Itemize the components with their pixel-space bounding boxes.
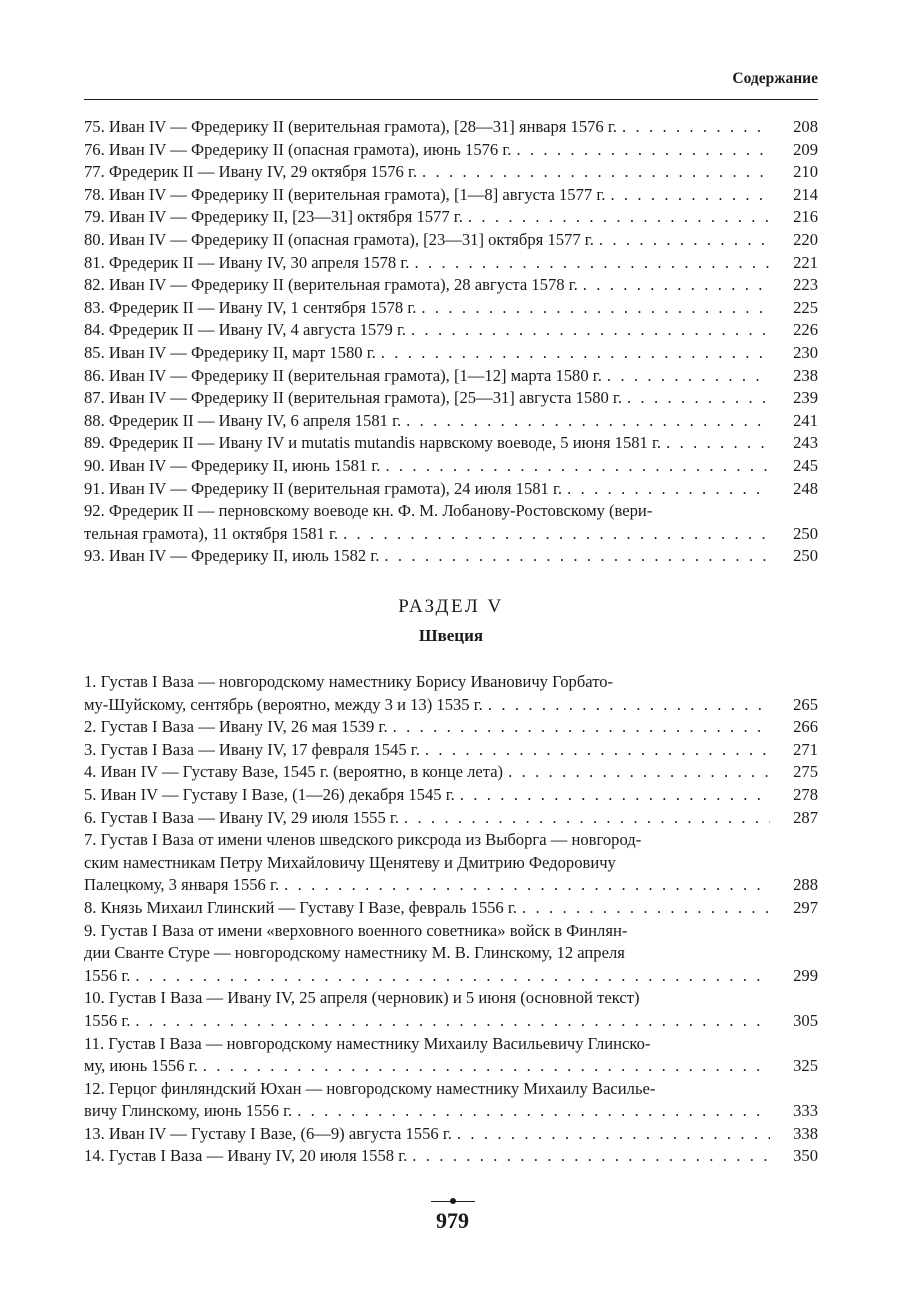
toc-entry-line: [84, 874, 770, 897]
toc-entry-text: тельная грамота), 11 октября 1581 г.: [84, 523, 339, 543]
toc-page-number: 265: [793, 694, 818, 714]
toc-entry-title: [84, 1145, 770, 1168]
toc-entry-title: [84, 252, 770, 275]
dot-leader: [407, 1145, 770, 1168]
toc-page-number: 239: [793, 388, 818, 408]
toc-entry-title: [84, 1078, 770, 1123]
toc-entry-line: [84, 1033, 770, 1056]
dot-leader: [605, 184, 770, 207]
toc-entry-title: [84, 342, 770, 365]
page-footer: [400, 1196, 505, 1234]
toc-entry-title: [84, 739, 770, 762]
toc-entry-text: 8. Князь Михаил Глинский — Густаву I Вазе, февраль 1556 г.: [84, 897, 517, 917]
toc-entry: [84, 761, 818, 784]
toc-entry: [84, 920, 818, 988]
toc-entry-title: [84, 807, 770, 830]
toc-page-number: 238: [793, 365, 818, 385]
dot-leader: [406, 319, 770, 342]
toc-entry: [84, 671, 818, 716]
toc-entry-title: [84, 139, 770, 162]
toc-page-number: 245: [793, 455, 818, 475]
toc-entry-line: [84, 274, 770, 297]
dot-leader: [198, 1055, 770, 1078]
toc-entry-text: 2. Густав I Ваза — Ивану IV, 26 мая 1539 г.: [84, 717, 388, 737]
dot-leader: [602, 365, 770, 388]
toc-entry-line: [84, 897, 770, 920]
toc-entry-line: [84, 184, 770, 207]
toc-entry-text: 93. Иван IV — Фредерику II, июль 1582 г.: [84, 546, 380, 566]
toc-entry: [84, 545, 818, 568]
dot-leader: [503, 761, 770, 784]
dot-leader: [617, 116, 770, 139]
toc-entry-line: [84, 852, 770, 875]
toc-entry-title: [84, 410, 770, 433]
toc-entry-text: му, июнь 1556 г.: [84, 1056, 198, 1076]
dot-leader: [338, 523, 770, 546]
toc-entry-line: [84, 784, 770, 807]
dot-leader: [463, 206, 770, 229]
toc-entry-line: [84, 694, 770, 717]
toc-entry-title: [84, 229, 770, 252]
toc-entry: [84, 1123, 818, 1146]
toc-page-number: 350: [793, 1146, 818, 1166]
toc-page-number: 248: [793, 478, 818, 498]
toc-entry-title: [84, 829, 770, 897]
toc-entry-text: 11. Густав I Ваза — новгородскому наместнику Михаилу Васильевичу Глинско-: [84, 1033, 651, 1053]
toc-entry: [84, 365, 818, 388]
toc-entry: [84, 342, 818, 365]
toc-entry-line: [84, 1145, 770, 1168]
toc-entry-title: [84, 761, 770, 784]
toc-entry-line: [84, 365, 770, 388]
toc-entry-text: 3. Густав I Ваза — Ивану IV, 17 февраля 1545 г.: [84, 739, 420, 759]
toc-page-number: 299: [793, 965, 818, 985]
toc-entry: [84, 274, 818, 297]
toc-entry-title: [84, 671, 770, 716]
toc-page-number: 225: [793, 297, 818, 317]
dot-leader: [292, 1100, 770, 1123]
toc-entry-title: [84, 987, 770, 1032]
dot-leader: [622, 387, 770, 410]
toc-page-number: 230: [793, 342, 818, 362]
toc-entry: [84, 252, 818, 275]
toc-entry-text: 13. Иван IV — Густаву I Вазе, (6—9) августа 1556 г.: [84, 1123, 452, 1143]
toc-entry-text: 82. Иван IV — Фредерику II (верительная грамота), 28 августа 1578 г.: [84, 275, 578, 295]
toc-entry: [84, 829, 818, 897]
toc-entry: [84, 184, 818, 207]
toc-page-number: 250: [793, 546, 818, 566]
toc-page-number: 338: [793, 1123, 818, 1143]
toc-page-number: 223: [793, 275, 818, 295]
toc-entry-line: [84, 1055, 770, 1078]
toc-entry: [84, 739, 818, 762]
toc-entry-line: [84, 829, 770, 852]
dot-leader: [417, 161, 770, 184]
toc-entry-title: [84, 455, 770, 478]
toc-entry-title: [84, 116, 770, 139]
toc-entry-text: му-Шуйскому, сентябрь (вероятно, между 3 и 13) 1535 г.: [84, 694, 483, 714]
toc-entry: [84, 139, 818, 162]
toc-entry-line: [84, 987, 770, 1010]
toc-entry-text: 14. Густав I Ваза — Ивану IV, 20 июля 1558 г.: [84, 1146, 408, 1166]
dot-leader: [562, 478, 770, 501]
toc-entry-text: 7. Густав I Ваза от имени членов шведского риксрода из Выборга — новгород-: [84, 830, 642, 850]
toc-entry-line: [84, 432, 770, 455]
toc-entry-title: [84, 297, 770, 320]
toc-entry-title: [84, 274, 770, 297]
toc-entry-text: 81. Фредерик II — Ивану IV, 30 апреля 1578 г.: [84, 252, 410, 272]
toc-entry-line: [84, 455, 770, 478]
page-number-ornament: [431, 1196, 475, 1206]
header-rule: [84, 99, 818, 100]
toc-entry: [84, 116, 818, 139]
toc-entry-line: [84, 139, 770, 162]
toc-entry-text: 6. Густав I Ваза — Ивану IV, 29 июля 1555 г.: [84, 807, 399, 827]
ornament-dot: [450, 1198, 456, 1204]
dot-leader: [420, 739, 770, 762]
toc-page-number: 275: [793, 762, 818, 782]
dot-leader: [388, 716, 770, 739]
section-heading: [84, 594, 818, 649]
toc-entry-text: 80. Иван IV — Фредерику II (опасная грамота), [23—31] октября 1577 г.: [84, 229, 594, 249]
toc-entry: [84, 897, 818, 920]
toc-page-number: 209: [793, 139, 818, 159]
toc-entry-text: вичу Глинскому, июнь 1556 г.: [84, 1101, 293, 1121]
toc-entry: [84, 206, 818, 229]
section-number: РАЗДЕЛ V: [398, 596, 504, 617]
toc-entry-text: 1556 г.: [84, 1010, 131, 1030]
toc-entry-title: [84, 545, 770, 568]
dot-leader: [455, 784, 770, 807]
toc-entry-title: [84, 716, 770, 739]
toc-entry-title: [84, 784, 770, 807]
toc-entry-title: [84, 387, 770, 410]
dot-leader: [279, 874, 770, 897]
toc-page-number: 221: [793, 252, 818, 272]
toc-entry-text: 86. Иван IV — Фредерику II (верительная грамота), [1—12] марта 1580 г.: [84, 365, 602, 385]
toc-entry: [84, 1145, 818, 1168]
toc-entry-line: [84, 478, 770, 501]
dot-leader: [401, 410, 770, 433]
toc-entry: [84, 784, 818, 807]
toc-entry-text: 91. Иван IV — Фредерику II (верительная грамота), 24 июля 1581 г.: [84, 478, 563, 498]
toc-page-number: 220: [793, 229, 818, 249]
toc-entry: [84, 410, 818, 433]
toc-entry-line: [84, 342, 770, 365]
dot-leader: [578, 274, 770, 297]
toc-entry-text: Палецкому, 3 января 1556 г.: [84, 875, 280, 895]
contents-list-sweden: [84, 671, 818, 1168]
dot-leader: [376, 342, 770, 365]
toc-page-number: 305: [793, 1010, 818, 1030]
toc-entry-title: [84, 161, 770, 184]
toc-entry: [84, 987, 818, 1032]
toc-entry-line: [84, 116, 770, 139]
toc-entry: [84, 807, 818, 830]
toc-page-number: 216: [793, 207, 818, 227]
toc-entry-text: 1556 г.: [84, 965, 131, 985]
toc-entry-text: 90. Иван IV — Фредерику II, июнь 1581 г.: [84, 455, 381, 475]
dot-leader: [380, 455, 770, 478]
toc-entry-line: [84, 319, 770, 342]
toc-entry-title: [84, 206, 770, 229]
toc-entry-line: [84, 1010, 770, 1033]
section-title: Швеция: [418, 626, 484, 645]
toc-entry-text: 75. Иван IV — Фредерику II (верительная грамота), [28—31] января 1576 г.: [84, 117, 617, 136]
toc-entry-line: [84, 161, 770, 184]
toc-entry-line: [84, 252, 770, 275]
toc-entry: [84, 1033, 818, 1078]
toc-entry-text: 85. Иван IV — Фредерику II, март 1580 г.: [84, 342, 376, 362]
toc-page-number: 297: [793, 897, 818, 917]
toc-entry-text: 83. Фредерик II — Ивану IV, 1 сентября 1578 г.: [84, 297, 417, 317]
toc-entry-text: 92. Фредерик II — перновскому воеводе кн. Ф. М. Лобанову-Ростовскому (вери-: [84, 501, 653, 521]
toc-entry-text: дии Сванте Стуре — новгородскому наместнику М. В. Глинскому, 12 апреля: [84, 943, 625, 963]
toc-entry-line: [84, 739, 770, 762]
toc-entry-line: [84, 206, 770, 229]
toc-page-number: 333: [793, 1101, 818, 1121]
toc-entry-title: [84, 1123, 770, 1146]
running-head: Содержание: [732, 70, 818, 87]
toc-entry-line: [84, 1100, 770, 1123]
toc-entry-title: [84, 365, 770, 388]
toc-entry: [84, 297, 818, 320]
toc-entry: [84, 229, 818, 252]
toc-entry-text: 10. Густав I Ваза — Ивану IV, 25 апреля (черновик) и 5 июня (основной текст): [84, 988, 640, 1008]
toc-page-number: 325: [793, 1056, 818, 1076]
toc-entry-line: [84, 716, 770, 739]
toc-entry: [84, 161, 818, 184]
toc-entry-line: [84, 920, 770, 943]
toc-entry-line: [84, 965, 770, 988]
toc-entry-line: [84, 1123, 770, 1146]
dot-leader: [409, 252, 770, 275]
toc-entry-line: [84, 500, 770, 523]
toc-entry-text: 76. Иван IV — Фредерику II (опасная грамота), июнь 1576 г.: [84, 139, 512, 159]
toc-entry: [84, 478, 818, 501]
toc-entry-text: 1. Густав I Ваза — новгородскому наместнику Борису Ивановичу Горбато-: [84, 672, 614, 691]
toc-entry-text: ским наместникам Петру Михайловичу Щенятеву и Дмитрию Федоровичу: [84, 852, 616, 872]
toc-page-number: 271: [793, 739, 818, 759]
toc-page-number: 288: [793, 875, 818, 895]
toc-entry: [84, 455, 818, 478]
toc-page-number: 241: [793, 410, 818, 430]
toc-entry: [84, 1078, 818, 1123]
toc-entry-text: 79. Иван IV — Фредерику II, [23—31] октября 1577 г.: [84, 207, 463, 227]
toc-entry-text: 9. Густав I Ваза от имени «верховного военного советника» войск в Финлян-: [84, 920, 628, 940]
toc-entry-line: [84, 229, 770, 252]
dot-leader: [130, 1010, 770, 1033]
page-number: 979: [436, 1208, 469, 1233]
toc-entry-text: 4. Иван IV — Густаву Вазе, 1545 г. (вероятно, в конце лета): [84, 762, 504, 782]
dot-leader: [594, 229, 770, 252]
toc-entry-line: [84, 807, 770, 830]
toc-page-number: 250: [793, 523, 818, 543]
dot-leader: [379, 545, 770, 568]
dot-leader: [452, 1123, 770, 1146]
toc-page-number: 214: [793, 184, 818, 204]
toc-entry-line: [84, 410, 770, 433]
toc-entry: [84, 500, 818, 545]
dot-leader: [517, 897, 770, 920]
dot-leader: [661, 432, 770, 455]
toc-entry-text: 12. Герцог финляндский Юхан — новгородскому наместнику Михаилу Василье-: [84, 1078, 656, 1098]
toc-entry-title: [84, 184, 770, 207]
toc-entry-title: [84, 319, 770, 342]
toc-entry-text: 78. Иван IV — Фредерику II (верительная грамота), [1—8] августа 1577 г.: [84, 184, 606, 204]
contents-list-denmark: [84, 116, 818, 568]
toc-entry-text: 77. Фредерик II — Ивану IV, 29 октября 1576 г.: [84, 162, 418, 182]
toc-entry: [84, 432, 818, 455]
toc-entry-text: 87. Иван IV — Фредерику II (верительная грамота), [25—31] августа 1580 г.: [84, 388, 623, 408]
toc-entry-title: [84, 500, 770, 545]
toc-entry-text: 84. Фредерик II — Ивану IV, 4 августа 1579 г.: [84, 320, 407, 340]
toc-entry: [84, 387, 818, 410]
toc-page-number: 226: [793, 320, 818, 340]
toc-entry-line: [84, 297, 770, 320]
toc-page-number: 208: [793, 117, 818, 136]
toc-page-number: 210: [793, 162, 818, 182]
dot-leader: [416, 297, 770, 320]
toc-page-number: 278: [793, 784, 818, 804]
toc-entry-line: [84, 545, 770, 568]
toc-entry-line: [84, 761, 770, 784]
toc-entry-line: [84, 523, 770, 546]
toc-entry-title: [84, 897, 770, 920]
toc-entry: [84, 319, 818, 342]
toc-page-number: 287: [793, 807, 818, 827]
toc-page-number: 243: [793, 433, 818, 453]
toc-entry-title: [84, 478, 770, 501]
toc-entry-text: 5. Иван IV — Густаву I Вазе, (1—26) декабря 1545 г.: [84, 784, 455, 804]
dot-leader: [511, 139, 770, 162]
toc-entry-text: 88. Фредерик II — Ивану IV, 6 апреля 1581 г.: [84, 410, 402, 430]
toc-page-number: 266: [793, 717, 818, 737]
toc-entry-title: [84, 1033, 770, 1078]
toc-entry: [84, 716, 818, 739]
dot-leader: [483, 694, 770, 717]
dot-leader: [399, 807, 770, 830]
toc-entry-line: [84, 942, 770, 965]
toc-entry-title: [84, 432, 770, 455]
toc-entry-text: 89. Фредерик II — Ивану IV и mutatis mutandis нарвскому воеводе, 5 июня 1581 г.: [84, 433, 662, 453]
toc-entry-line: [84, 387, 770, 410]
toc-entry-title: [84, 920, 770, 988]
toc-entry-line: [84, 1078, 770, 1101]
dot-leader: [130, 965, 770, 988]
toc-entry-line: [84, 671, 770, 694]
